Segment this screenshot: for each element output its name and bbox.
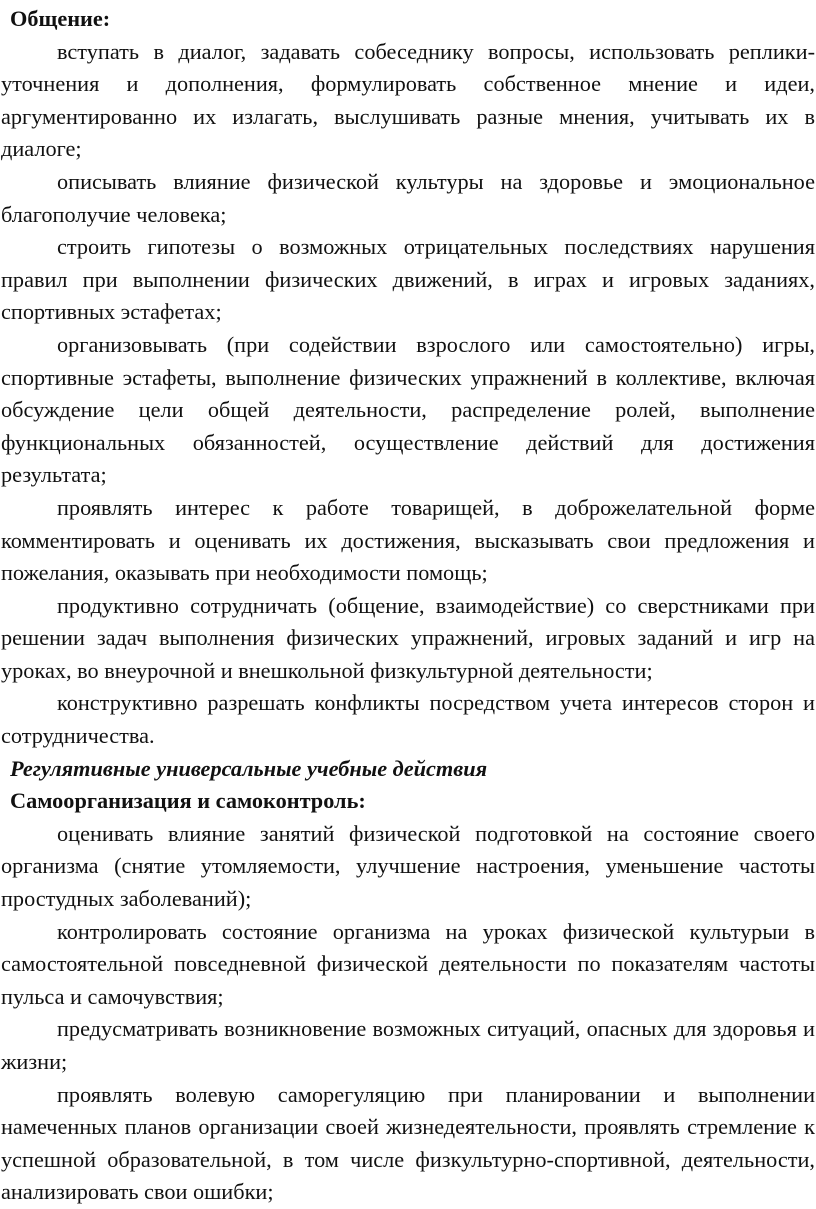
section-heading-communication: Общение: <box>10 6 111 31</box>
paragraph: описывать влияние физической культуры на здоровье и эмоциональное благополучие человека; <box>1 168 815 227</box>
section-heading-self-organization: Самоорганизация и самоконтроль: <box>10 788 366 814</box>
paragraph: вступать в диалог, задавать собеседнику вопросы, использовать реплики-уточнения и дополнения, формулировать собственное мнение и идеи, аргументированно их излагать, выслушивать разные мнения, учитывать их в диалоге; <box>1 38 815 162</box>
paragraph: продуктивно сотрудничать (общение, взаимодействие) со сверстниками при решении задач выполнения физических упражнений, игровых заданий и игр на уроках, во внеурочной и внешкольной физкультурной деятельности; <box>1 592 815 683</box>
paragraph: проявлять интерес к работе товарищей, в доброжелательной форме комментировать и оценивать их достижения, высказывать свои предложения и пожелания, оказывать при необходимости помощь; <box>1 494 815 586</box>
paragraph: организовывать (при содействии взрослого или самостоятельно) игры, спортивные эстафеты, выполнение физических упражнений в коллективе, включая обсуждение цели общей деятельности, распределение ролей, выполнение функциональных обязанностей, осуществление действий для достижения результата; <box>1 331 815 488</box>
paragraph: контролировать состояние организма на уроках физической культурыи в самостоятельной повседневной физической деятельности по показателям частоты пульса и самочувствия; <box>1 918 815 1009</box>
paragraph: предусматривать возникновение возможных ситуаций, опасных для здоровья и жизни; <box>1 1016 815 1074</box>
paragraph: оценивать влияние занятий физической подготовкой на состояние своего организма (снятие утомляемости, улучшение настроения, уменьшение частоты простудных заболеваний); <box>1 820 815 912</box>
paragraph: строить гипотезы о возможных отрицательных последствиях нарушения правил при выполнении физических движений, в играх и игровых заданиях, спортивных эстафетах; <box>1 234 815 325</box>
paragraph: конструктивно разрешать конфликты посредством учета интересов сторон и сотрудничества. <box>1 690 815 749</box>
regulatory-title: Регулятивные универсальные учебные действия <box>10 755 488 781</box>
paragraph: проявлять волевую саморегуляцию при планировании и выполнении намеченных планов организации своей жизнедеятельности, проявлять стремление к успешной образовательной, в том числе физкультурно-спортивной, деятельности, анализировать свои ошибки; <box>1 1081 815 1205</box>
